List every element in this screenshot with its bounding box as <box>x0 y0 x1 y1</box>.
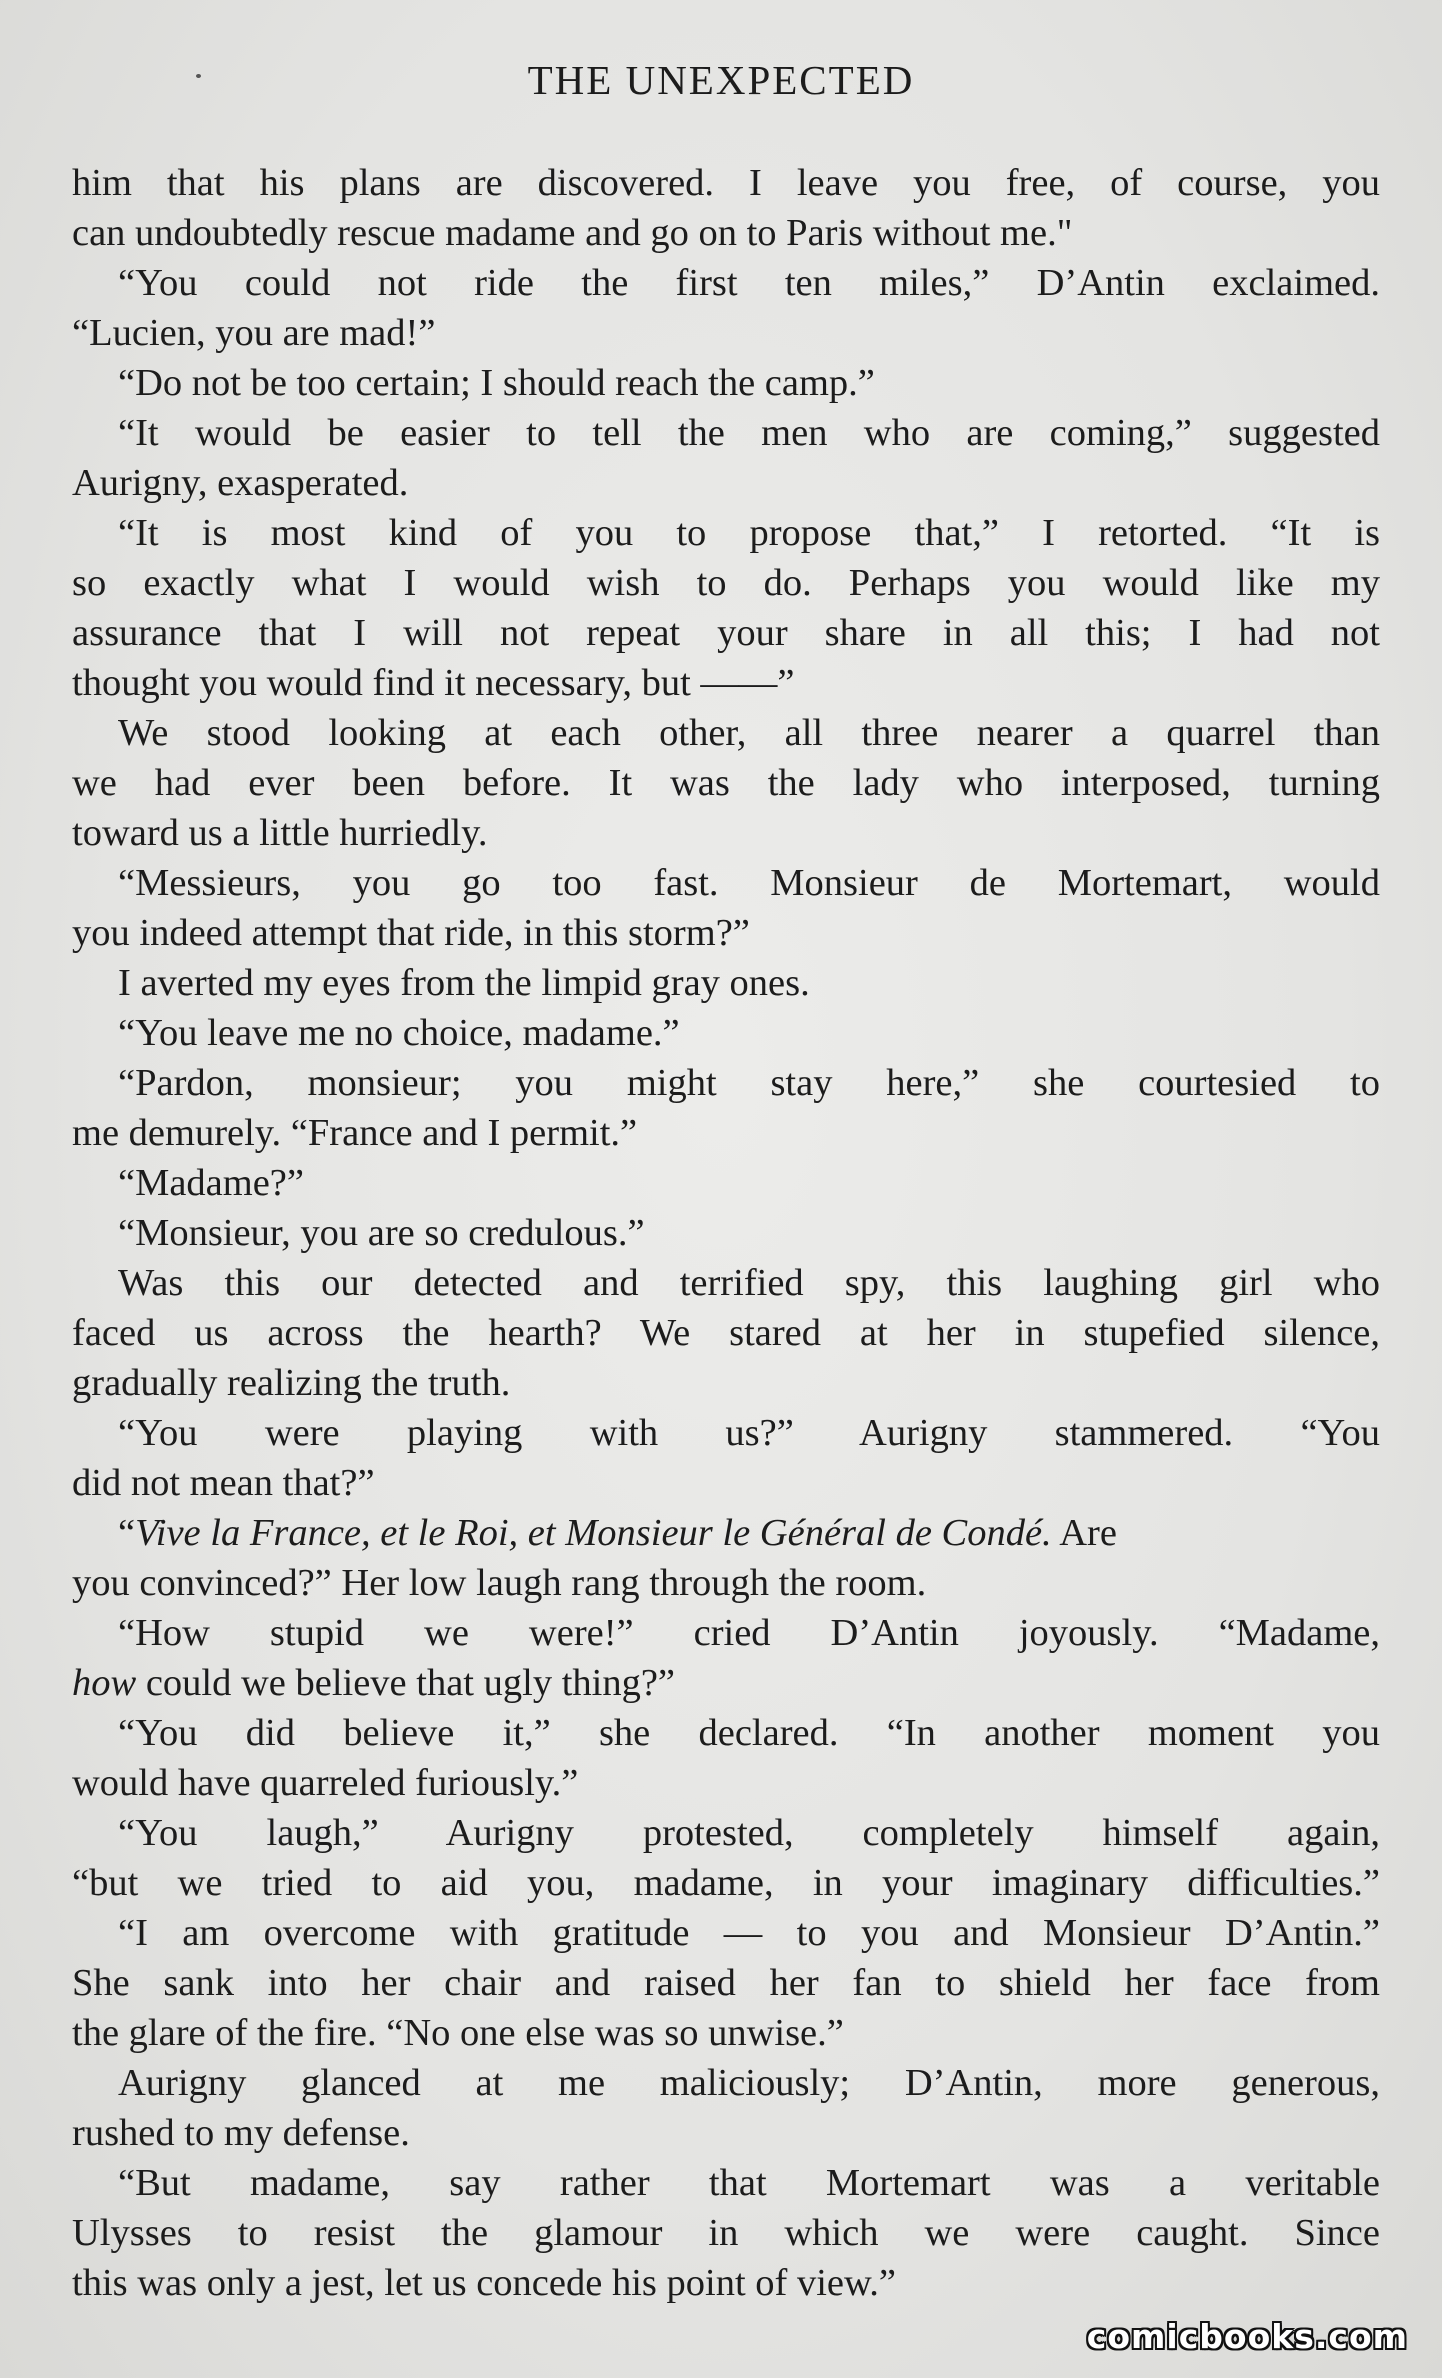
text-line: She sank into her chair and raised her fan to shield her face from <box>72 1962 1380 2004</box>
body-text <box>72 158 1380 2308</box>
line-end: Are <box>1051 1512 1117 1554</box>
text-line: Was this our detected and terrified spy, this laughing girl who <box>118 1262 1380 1304</box>
text-line: toward us a little hurriedly. <box>72 812 488 854</box>
text-line: the glare of the fire. “No one else was so unwise.” <box>72 2012 844 2054</box>
text-line: we had ever been before. It was the lady who interposed, turning <box>72 762 1380 804</box>
text-line: “You laugh,” Aurigny protested, completely himself again, <box>118 1812 1380 1854</box>
text-line: gradually realizing the truth. <box>72 1362 511 1404</box>
text-line: “but we tried to aid you, madame, in your imaginary difficulties.” <box>72 1862 1380 1904</box>
text-line: you indeed attempt that ride, in this storm?” <box>72 912 750 954</box>
text-line: can undoubtedly rescue madame and go on to Paris without me." <box>72 212 1073 254</box>
text-line: “It would be easier to tell the men who are coming,” suggested <box>118 412 1380 454</box>
text-line: “You could not ride the first ten miles,” D’Antin exclaimed. <box>118 262 1380 304</box>
text-line: “How stupid we were!” cried D’Antin joyously. “Madame, <box>118 1612 1380 1654</box>
text-line: “You leave me no choice, madame.” <box>118 1012 680 1054</box>
text-line: Aurigny glanced at me maliciously; D’Antin, more generous, <box>118 2062 1380 2104</box>
text-line: “Madame?” <box>118 1162 304 1204</box>
text-line: would have quarreled furiously.” <box>72 1762 579 1804</box>
text-line <box>72 1658 1380 1708</box>
text-line: assurance that I will not repeat your share in all this; I had not <box>72 612 1380 654</box>
text-line: “You were playing with us?” Aurigny stammered. “You <box>118 1412 1380 1454</box>
text-line: “Monsieur, you are so credulous.” <box>118 1212 645 1254</box>
text-line: “Pardon, monsieur; you might stay here,” she courtesied to <box>118 1062 1380 1104</box>
text-line: “You did believe it,” she declared. “In another moment you <box>118 1712 1380 1754</box>
text-line: did not mean that?” <box>72 1462 375 1504</box>
text-line: Aurigny, exasperated. <box>72 462 409 504</box>
text-line: “I am overcome with gratitude — to you and Monsieur D’Antin.” <box>118 1912 1380 1954</box>
text-line: you convinced?” Her low laugh rang through the room. <box>72 1562 927 1604</box>
text-line: “It is most kind of you to propose that,” I retorted. “It is <box>118 512 1380 554</box>
text-line: “Messieurs, you go too fast. Monsieur de Mortemart, would <box>118 862 1380 904</box>
line-rest: could we believe that ugly thing?” <box>136 1662 676 1704</box>
text-line: We stood looking at each other, all three nearer a quarrel than <box>118 712 1380 754</box>
text-line: rushed to my defense. <box>72 2112 410 2154</box>
text-line: thought you would find it necessary, but ——” <box>72 662 795 704</box>
watermark: comicbooks.com <box>1086 2317 1408 2356</box>
text-line: “But madame, say rather that Mortemart was a veritable <box>118 2162 1380 2204</box>
text-line: “Lucien, you are mad!” <box>72 312 436 354</box>
text-line <box>72 1508 1380 1558</box>
text-line: him that his plans are discovered. I leave you free, of course, you <box>72 162 1380 204</box>
text-line: me demurely. “France and I permit.” <box>72 1112 638 1154</box>
text-line: faced us across the hearth? We stared at her in stupefied silence, <box>72 1312 1380 1354</box>
running-title: THE UNEXPECTED <box>527 57 915 103</box>
text-line: “Do not be too certain; I should reach the camp.” <box>118 362 875 404</box>
text-line: I averted my eyes from the limpid gray ones. <box>118 962 810 1004</box>
text-line: so exactly what I would wish to do. Perhaps you would like my <box>72 562 1380 604</box>
text-line: Ulysses to resist the glamour in which we were caught. Since <box>72 2212 1380 2254</box>
italic-motto: Vive la France, et le Roi, et Monsieur le Général de Condé. <box>135 1512 1052 1554</box>
open-quote: “ <box>118 1512 136 1554</box>
text-line: this was only a jest, let us concede his point of view.” <box>72 2262 897 2304</box>
italic-word: how <box>72 1662 137 1704</box>
